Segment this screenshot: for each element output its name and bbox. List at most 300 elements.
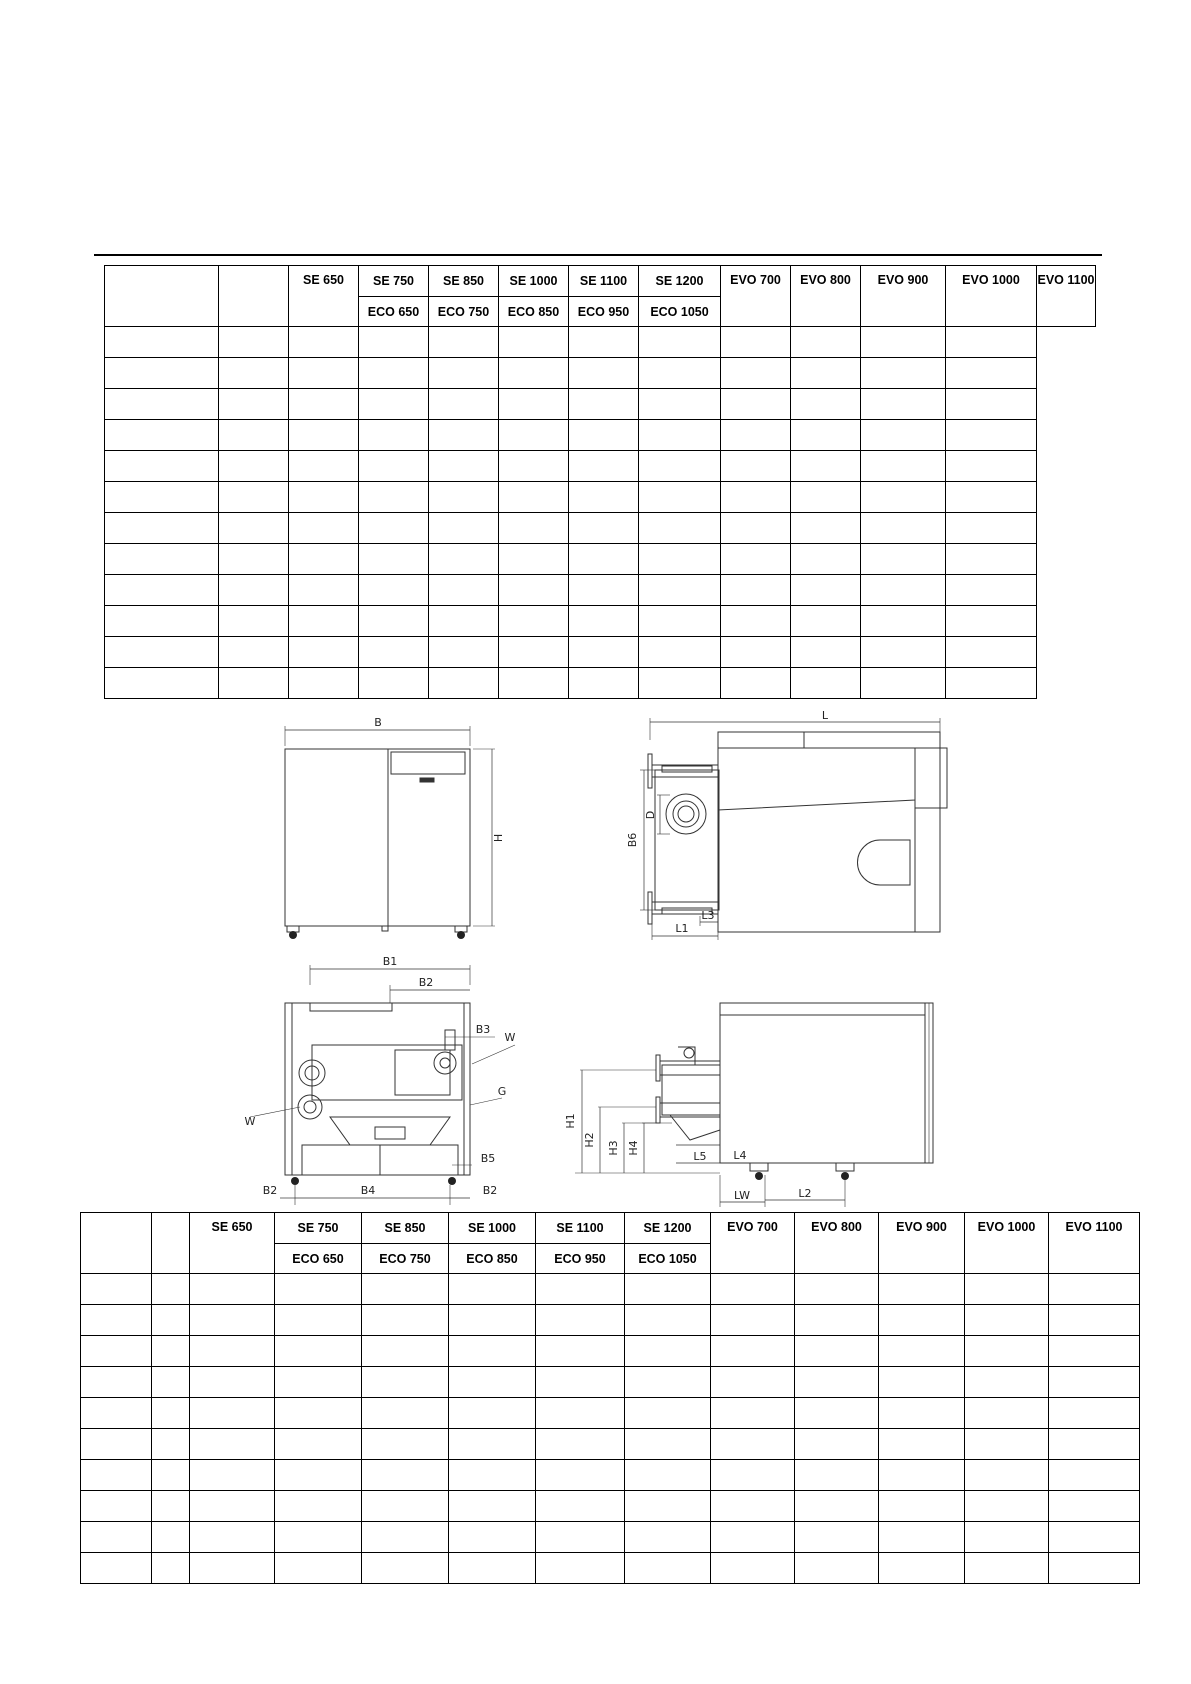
table-cell [1049,1305,1140,1336]
table-cell [711,1460,795,1491]
table-row [105,327,1096,358]
table-cell [536,1491,625,1522]
table-cell [879,1429,965,1460]
table-cell [362,1274,449,1305]
table-cell [639,668,721,699]
table-cell [879,1522,965,1553]
table-cell [499,575,569,606]
table-cell [105,637,219,668]
table-cell [1049,1522,1140,1553]
table-cell [861,358,946,389]
table-cell [721,575,791,606]
table-row [105,637,1096,668]
table-cell [946,668,1037,699]
table-body [81,1274,1140,1584]
top-rule [94,254,1102,256]
table-cell [289,575,359,606]
table-row [105,451,1096,482]
table-cell [219,668,289,699]
table-cell [861,544,946,575]
header-cell: EVO 1100 [1037,266,1096,327]
table-cell [536,1367,625,1398]
table-cell [625,1336,711,1367]
table-cell [536,1460,625,1491]
header-cell-unit [152,1213,190,1274]
table-cell [499,389,569,420]
table-cell [569,668,639,699]
table-cell [105,513,219,544]
table-cell [946,358,1037,389]
header-cell: SE 1000 [499,266,569,297]
table-cell [965,1491,1049,1522]
table-cell [275,1460,362,1491]
table-cell [569,482,639,513]
table-cell [791,451,861,482]
rear-view-drawing [240,955,530,1210]
table-cell [965,1336,1049,1367]
table-cell [721,513,791,544]
table-cell [219,358,289,389]
table-cell [362,1305,449,1336]
table-row [81,1491,1140,1522]
header-cell: SE 1100 [536,1213,625,1244]
table-cell [639,451,721,482]
table-cell [362,1553,449,1584]
table-cell [861,327,946,358]
table-cell [275,1553,362,1584]
table-cell [639,637,721,668]
table-cell [879,1305,965,1336]
dim-label-B3: B3 [475,1023,491,1036]
table-cell [639,358,721,389]
table-cell [946,606,1037,637]
table-cell [219,420,289,451]
table-cell [499,327,569,358]
table-cell [946,575,1037,606]
table-cell [429,420,499,451]
subheader-cell: ECO 750 [429,297,499,327]
header-cell: EVO 1000 [946,266,1037,327]
table-cell [639,420,721,451]
table-cell [721,606,791,637]
table-cell [152,1491,190,1522]
table-row [81,1522,1140,1553]
table-cell [569,575,639,606]
table-cell [429,327,499,358]
header-cell-empty [81,1213,152,1274]
table-cell [449,1522,536,1553]
table-cell [275,1336,362,1367]
table-cell [639,389,721,420]
table-cell [795,1522,879,1553]
table-cell [791,482,861,513]
header-cell: EVO 1100 [1049,1213,1140,1274]
table-cell [499,637,569,668]
table-cell [861,575,946,606]
table-cell [536,1522,625,1553]
dim-label-B5: B5 [480,1152,496,1165]
dimensions-table-1 [104,265,1096,699]
table-cell [1049,1367,1140,1398]
dim-label-LW: LW [734,1189,750,1202]
subheader-cell: ECO 750 [362,1244,449,1274]
table-cell [362,1336,449,1367]
table-cell [569,327,639,358]
table-cell [711,1429,795,1460]
table-cell [81,1274,152,1305]
table-cell [625,1305,711,1336]
dim-label-B1: B1 [382,955,398,968]
table-cell [359,544,429,575]
table-cell [289,358,359,389]
table-cell [795,1491,879,1522]
table-cell [190,1367,275,1398]
table-cell [152,1367,190,1398]
table-cell [625,1398,711,1429]
table-cell [791,575,861,606]
header-cell: EVO 700 [711,1213,795,1274]
table-cell [946,482,1037,513]
table-row [105,358,1096,389]
table-cell [219,482,289,513]
table-cell [152,1336,190,1367]
table-cell [275,1522,362,1553]
table-cell [791,606,861,637]
table-cell [965,1398,1049,1429]
table-cell [711,1305,795,1336]
header-cell-empty [105,266,219,327]
dim-label-B6: B6 [626,832,639,848]
dim-label-B2: B2 [418,976,434,989]
table-cell [449,1553,536,1584]
table-cell [795,1367,879,1398]
dim-label-B: B [374,716,382,729]
table-cell [152,1398,190,1429]
dim-label-L: L [821,709,829,722]
table-cell [359,327,429,358]
table-cell [625,1522,711,1553]
table-cell [429,389,499,420]
table-cell [879,1398,965,1429]
table-cell [625,1367,711,1398]
table-cell [81,1460,152,1491]
table-cell [362,1429,449,1460]
top-view-drawing [610,710,970,940]
table-cell [639,544,721,575]
subheader-cell: ECO 650 [275,1244,362,1274]
dim-label-H4: H4 [627,1140,640,1156]
table-cell [861,637,946,668]
table-cell [569,606,639,637]
header-cell: EVO 700 [721,266,791,327]
table-cell [362,1522,449,1553]
table-row [81,1367,1140,1398]
table-cell [499,451,569,482]
table-cell [569,358,639,389]
table-cell [152,1305,190,1336]
table-cell [219,327,289,358]
table-row [105,420,1096,451]
table-cell [449,1367,536,1398]
table-cell [721,544,791,575]
header-cell-unit [219,266,289,327]
dim-label-D: D [644,810,657,820]
dimensions-table-2 [80,1212,1140,1584]
table-cell [879,1274,965,1305]
table-cell [639,606,721,637]
table-cell [429,668,499,699]
table-cell [1049,1460,1140,1491]
table-row [105,513,1096,544]
table-cell [359,513,429,544]
dim-label-L2: L2 [798,1187,812,1200]
table-row [105,544,1096,575]
table-cell [105,575,219,606]
connection-label-W-left: W [244,1115,256,1128]
table-cell [569,420,639,451]
table-cell [625,1460,711,1491]
table-cell [721,420,791,451]
table-cell [152,1429,190,1460]
table-cell [275,1398,362,1429]
table-cell [795,1460,879,1491]
table-cell [152,1553,190,1584]
table-row [81,1398,1140,1429]
table-cell [795,1336,879,1367]
table-cell [721,358,791,389]
table-cell [711,1274,795,1305]
table-cell [190,1305,275,1336]
table-cell [711,1553,795,1584]
table-cell [359,606,429,637]
dim-label-H: H [492,833,505,843]
header-cell: SE 1000 [449,1213,536,1244]
table-cell [429,451,499,482]
table-cell [105,668,219,699]
table-cell [791,513,861,544]
table-cell [791,668,861,699]
table-cell [791,544,861,575]
connection-label-W-right: W [504,1031,516,1044]
table-cell [721,327,791,358]
table-cell [946,544,1037,575]
table-cell [190,1522,275,1553]
table-cell [105,420,219,451]
header-cell: SE 1200 [639,266,721,297]
table-cell [190,1553,275,1584]
table-cell [152,1274,190,1305]
table-cell [190,1491,275,1522]
table-cell [429,544,499,575]
table-cell [639,513,721,544]
table-cell [536,1305,625,1336]
table-cell [791,327,861,358]
header-cell: EVO 1000 [965,1213,1049,1274]
table-cell [861,606,946,637]
table-cell [639,327,721,358]
table-cell [625,1429,711,1460]
table-cell [946,327,1037,358]
table-cell [499,513,569,544]
header-cell: SE 750 [275,1213,362,1244]
table-cell [536,1398,625,1429]
table-row [105,389,1096,420]
table-cell [946,389,1037,420]
table-cell [105,327,219,358]
table-cell [965,1429,1049,1460]
header-cell: SE 650 [289,266,359,327]
table-cell [965,1274,1049,1305]
table-cell [569,637,639,668]
dim-label-H3: H3 [607,1140,620,1156]
table-cell [429,575,499,606]
table-cell [639,482,721,513]
table-cell [625,1491,711,1522]
table-cell [429,358,499,389]
dim-label-B4: B4 [360,1184,376,1197]
table-cell [711,1491,795,1522]
dim-label-H1: H1 [564,1113,577,1129]
table-cell [721,451,791,482]
table-cell [449,1305,536,1336]
table-cell [879,1553,965,1584]
table-cell [219,575,289,606]
table-cell [362,1367,449,1398]
table-cell [81,1429,152,1460]
table-cell [105,482,219,513]
table-cell [499,358,569,389]
connection-label-G: G [497,1085,507,1098]
table-cell [879,1367,965,1398]
header-cell: EVO 900 [861,266,946,327]
table-cell [362,1491,449,1522]
table-cell [190,1460,275,1491]
table-row [81,1305,1140,1336]
table-cell [965,1367,1049,1398]
table-cell [946,637,1037,668]
table-cell [965,1305,1049,1336]
table-cell [449,1429,536,1460]
table-cell [429,606,499,637]
subheader-cell: ECO 1050 [625,1244,711,1274]
table-cell [861,451,946,482]
table-cell [289,544,359,575]
table-cell [449,1274,536,1305]
table-cell [1049,1336,1140,1367]
table-cell [711,1398,795,1429]
table-cell [275,1491,362,1522]
table-cell [536,1274,625,1305]
dim-label-B2-right: B2 [482,1184,498,1197]
subheader-cell: ECO 850 [449,1244,536,1274]
table-cell [152,1522,190,1553]
table-cell [569,451,639,482]
table-cell [791,358,861,389]
table-cell [569,389,639,420]
header-cell: SE 750 [359,266,429,297]
table-cell [946,451,1037,482]
table-row [105,575,1096,606]
table-cell [791,389,861,420]
subheader-cell: ECO 1050 [639,297,721,327]
table-cell [721,637,791,668]
table-cell [289,606,359,637]
table-cell [861,513,946,544]
table-cell [499,668,569,699]
table-cell [1049,1274,1140,1305]
table-cell [190,1398,275,1429]
table-cell [105,606,219,637]
table-cell [105,358,219,389]
table-cell [879,1336,965,1367]
table-row [105,482,1096,513]
table-cell [359,389,429,420]
subheader-cell: ECO 950 [569,297,639,327]
dim-label-B2-left: B2 [262,1184,278,1197]
table-cell [275,1274,362,1305]
table-row [81,1553,1140,1584]
table-cell [965,1553,1049,1584]
table-cell [449,1336,536,1367]
table-cell [861,420,946,451]
table-cell [711,1367,795,1398]
table-row [105,606,1096,637]
table-cell [569,544,639,575]
table-cell [946,420,1037,451]
table-cell [879,1491,965,1522]
table-cell [795,1553,879,1584]
table-cell [536,1336,625,1367]
header-cell: SE 1100 [569,266,639,297]
table-cell [289,513,359,544]
table-cell [946,513,1037,544]
table-cell [105,451,219,482]
table-cell [795,1274,879,1305]
table-cell [81,1336,152,1367]
table-cell [275,1305,362,1336]
dim-label-L4: L4 [733,1149,747,1162]
table-cell [791,420,861,451]
table-cell [449,1398,536,1429]
subheader-cell: ECO 650 [359,297,429,327]
table-cell [289,420,359,451]
table-cell [795,1429,879,1460]
table-cell [429,513,499,544]
table-cell [449,1460,536,1491]
table-row [105,668,1096,699]
table-cell [359,420,429,451]
table-cell [721,668,791,699]
table-cell [219,389,289,420]
table-cell [965,1522,1049,1553]
table-cell [499,420,569,451]
table-cell [359,668,429,699]
header-cell: EVO 800 [791,266,861,327]
header-cell: SE 850 [362,1213,449,1244]
table-cell [429,482,499,513]
table-header-row [105,266,1096,297]
table-cell [639,575,721,606]
table-cell [362,1398,449,1429]
table-cell [152,1460,190,1491]
table-cell [81,1553,152,1584]
table-cell [861,389,946,420]
table-cell [499,482,569,513]
table-cell [359,451,429,482]
header-cell: SE 650 [190,1213,275,1274]
table-cell [499,544,569,575]
table-cell [449,1491,536,1522]
